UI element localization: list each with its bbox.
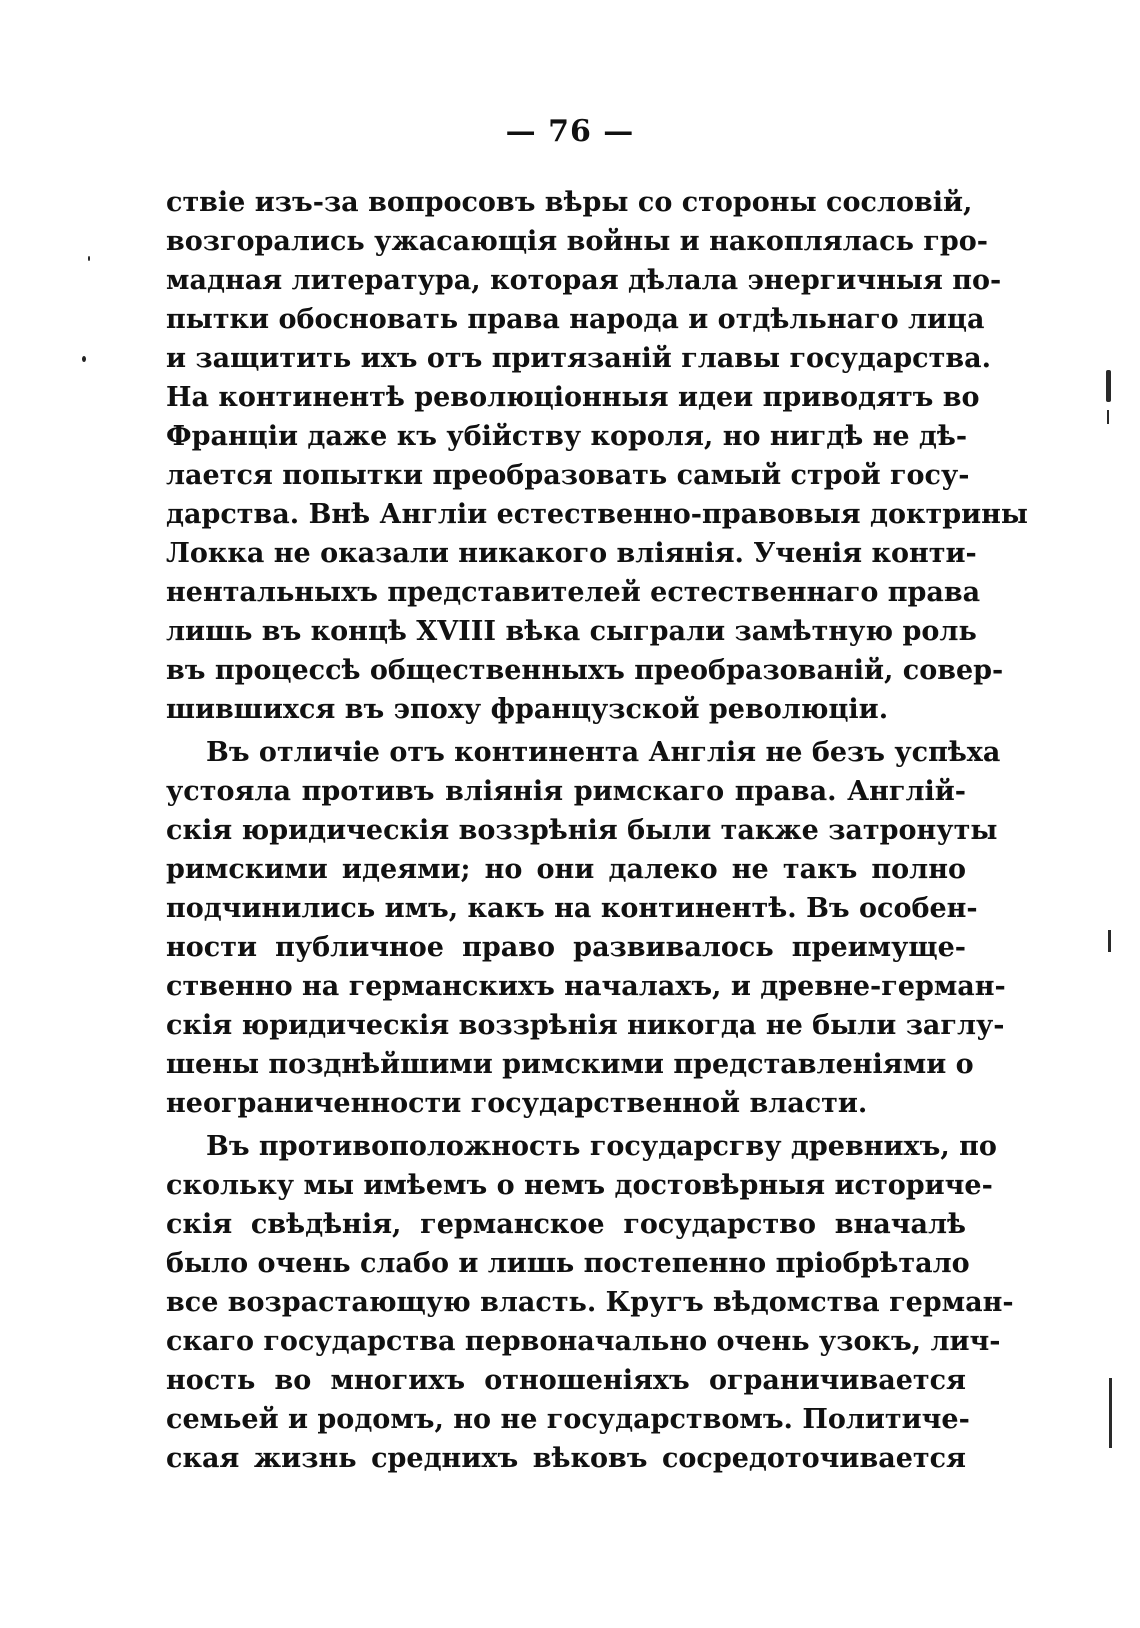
text-line: ности публичное право развивалось преимуще- [166, 932, 966, 963]
text-line: пытки обосновать права народа и отдѣльнаго лица [166, 304, 985, 335]
text-line: римскими идеями; но они далеко не такъ полно [166, 854, 966, 885]
text-line: семьей и родомъ, но не государствомъ. Политиче- [166, 1404, 970, 1435]
text-line: и защитить ихъ отъ притязаній главы государства. [166, 343, 991, 374]
scan-edge-mark [1106, 370, 1111, 402]
text-line: Въ отличіе отъ континента Англія не безъ успѣха [206, 737, 1001, 768]
scan-speck [82, 356, 86, 362]
text-line: Локка не оказали никакого вліянія. Ученія конти- [166, 538, 977, 569]
text-line: дарства. Внѣ Англіи естественно-правовыя доктрины [166, 499, 1028, 530]
text-line: нентальныхъ представителей естественнаго права [166, 577, 981, 608]
text-line: ность во многихъ отношеніяхъ ограничивается [166, 1365, 966, 1396]
scan-edge-mark [1109, 1378, 1112, 1448]
text-line: мадная литература, которая дѣлала энергичныя по- [166, 265, 1002, 296]
page-number: — 76 — [505, 114, 635, 149]
scan-edge-mark [1108, 930, 1111, 952]
text-line: Франціи даже къ убійству короля, но нигдѣ не дѣ- [166, 421, 968, 452]
text-line: ствіе изъ-за вопросовъ вѣры со стороны сословій, [166, 187, 973, 218]
text-line: шены позднѣйшими римскими представленіями о [166, 1049, 974, 1080]
text-line: лишь въ концѣ XVIII вѣка сыграли замѣтную роль [166, 616, 977, 647]
text-line: ственно на германскихъ началахъ, и древне-герман- [166, 971, 1006, 1002]
text-line: скольку мы имѣемъ о немъ достовѣрныя историче- [166, 1170, 993, 1201]
text-line: скія юридическія воззрѣнія были также затронуты [166, 815, 998, 846]
scan-speck [88, 256, 90, 261]
scan-edge-mark [1107, 410, 1109, 424]
text-line: возгорались ужасающія войны и накоплялась гро- [166, 226, 988, 257]
text-line: ская жизнь среднихъ вѣковъ сосредоточивается [166, 1443, 966, 1474]
text-line: Въ противоположность государсгву древнихъ, по [206, 1131, 997, 1162]
text-line: подчинились имъ, какъ на континентѣ. Въ особен- [166, 893, 978, 924]
text-line: устояла противъ вліянія римскаго права. Англій- [166, 776, 966, 807]
text-line: неограниченности государственной власти. [166, 1088, 868, 1119]
text-line: шившихся въ эпоху французской революціи. [166, 694, 889, 725]
text-line: На континентѣ революціонныя идеи приводятъ во [166, 382, 980, 413]
text-line: скія свѣдѣнія, германское государство вначалѣ [166, 1209, 966, 1240]
text-line: въ процессѣ общественныхъ преобразованій, совер- [166, 655, 1004, 686]
text-line: скія юридическія воззрѣнія никогда не были заглу- [166, 1010, 1005, 1041]
text-line: лается попытки преобразовать самый строй госу- [166, 460, 970, 491]
text-line: все возрастающую власть. Кругъ вѣдомства герман- [166, 1287, 1014, 1318]
text-line: было очень слабо и лишь постепенно пріобрѣтало [166, 1248, 970, 1279]
text-line: скаго государства первоначально очень узокъ, лич- [166, 1326, 1001, 1357]
